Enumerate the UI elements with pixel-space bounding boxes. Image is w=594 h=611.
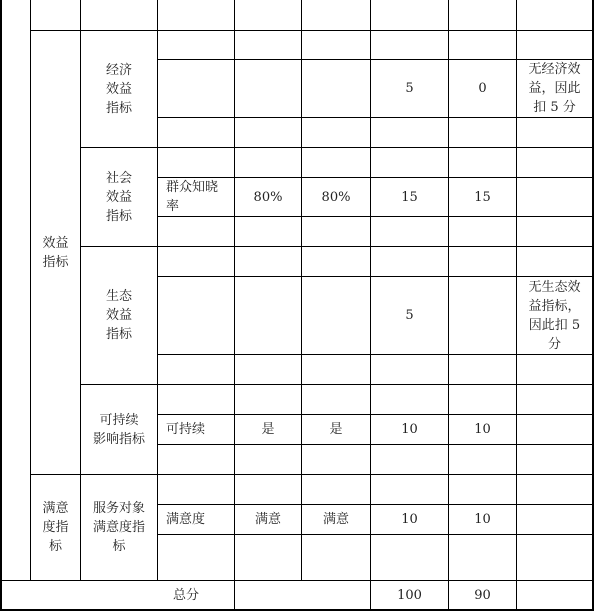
sustainable-target: 是: [261, 422, 275, 437]
ecological-note: 无生态效 益指标， 因此扣 5 分: [528, 279, 581, 352]
total-label: 总分: [172, 587, 199, 603]
row-line: [157, 444, 594, 445]
table-divider-sub: [157, 0, 158, 581]
economic-score-max: 5: [405, 81, 414, 96]
sub-social-label: 社会 效益 指标: [105, 170, 132, 224]
economic-score-got: 0: [478, 81, 487, 96]
row-line: [157, 354, 594, 355]
ecological-score-max: 5: [405, 308, 414, 323]
sustainable-indicator: 可持续: [166, 422, 206, 437]
row-line: [80, 246, 594, 247]
row-line: [157, 534, 594, 535]
sustainable-actual: 是: [329, 422, 343, 437]
category-satisfaction-label: 满意 度指 标: [42, 501, 69, 554]
total-score-max: 100: [397, 587, 422, 603]
satisfaction-score-max: 10: [401, 512, 418, 527]
sustainable-score-max: 10: [401, 422, 418, 437]
row-line: [157, 117, 594, 118]
social-score-max: 15: [401, 189, 418, 205]
sub-economic-label: 经济 效益 指标: [105, 62, 132, 116]
satisfaction-indicator: 满意度: [166, 512, 206, 527]
satisfaction-score-got: 10: [474, 512, 491, 527]
social-target: 80%: [253, 189, 283, 205]
sustainable-score-got: 10: [474, 422, 491, 437]
row-line: [80, 384, 594, 385]
category-benefit-label: 效益 指标: [42, 235, 69, 270]
satisfaction-target: 满意: [254, 512, 281, 527]
total-score-got: 90: [474, 587, 491, 603]
row-line: [80, 147, 594, 148]
row-line: [157, 216, 594, 217]
satisfaction-actual: 满意: [322, 512, 349, 527]
sub-ecological-label: 生态 效益 指标: [105, 289, 132, 342]
table-border-left: [0, 0, 2, 611]
table-divider-target: [301, 0, 302, 581]
economic-note: 无经济效 益，因此 扣 5 分: [528, 62, 581, 115]
social-actual: 80%: [321, 189, 351, 205]
social-indicator: 群众知晓 率: [166, 180, 219, 214]
sub-sustainable-label: 可持续 影响指标: [92, 412, 145, 447]
social-score-got: 15: [474, 189, 491, 205]
sub-service-label: 服务对象 满意度指 标: [92, 501, 145, 554]
